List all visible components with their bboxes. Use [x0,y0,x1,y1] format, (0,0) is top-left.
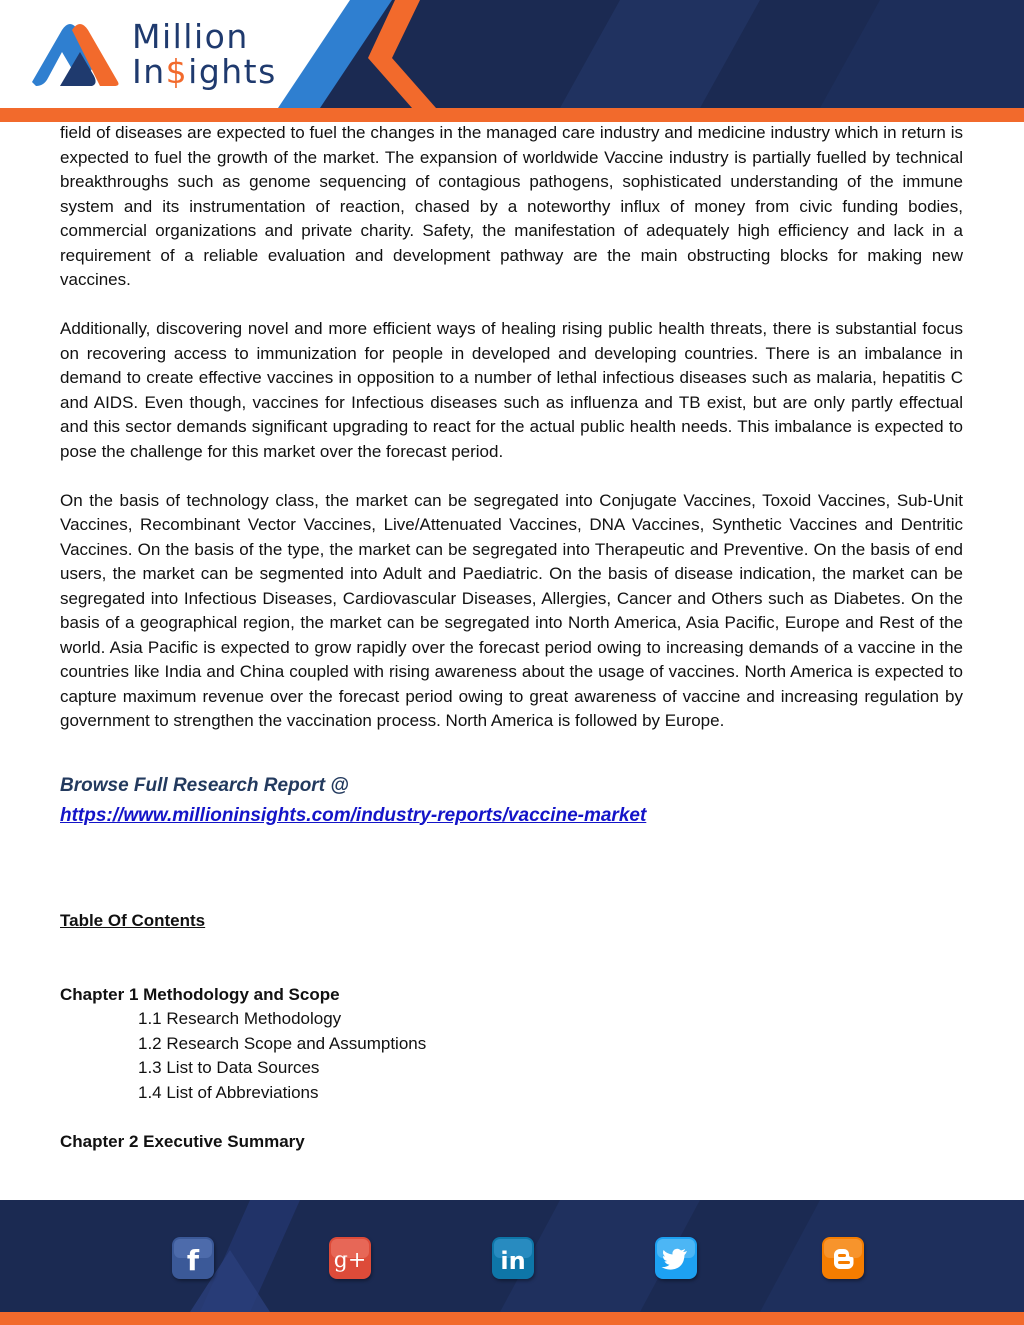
page-header [0,0,1024,122]
paragraph-market-drivers: field of diseases are expected to fuel the changes in the managed care industry and medicine industry which in return is expected to fuel the growth of the market. The expansion of worldwide Vaccine industry is partially fuelled by technical breakthroughs such as genome sequencing of contagious pathogens, sophisticated understanding of the immune system and its instrumentation of reaction, chased by a noteworthy influx of money from civic funding bodies, commercial organizations and private charity. Safety, the manifestation of adequately high efficiency and lack in a requirement of a reliable evaluation and development pathway are the main obstructing blocks for making new vaccines. [60,123,963,289]
toc-item: 1.1 Research Methodology [138,1009,342,1028]
footer-orange-rule [0,1312,1024,1325]
twitter-icon[interactable] [655,1237,697,1279]
header-orange-rule [0,108,1024,122]
browse-report-section [60,771,963,831]
document-body [60,121,963,1154]
toc-item: 1.4 List of Abbreviations [138,1082,319,1102]
report-url-link[interactable]: https://www.millioninsights.com/industry-reports/vaccine-market [60,804,647,826]
svg-text:in: in [500,1247,526,1275]
svg-text:g+: g+ [333,1248,367,1273]
paragraph-segmentation: On the basis of technology class, the market can be segregated into Conjugate Vaccines, Toxoid Vaccines, Sub-Unit Vaccines, Recombinant Vector Vaccines, Live/Attenuated Vaccines, DNA Vaccines, Synthetic Vaccines and Dentritic Vaccines. On the basis of the type, the market can be segregated into Therapeutic and Preventive. On the basis of end users, the market can be segmented into Adult and Paediatric. On the basis of disease indication, the market can be segregated into Infectious Diseases, Cardiovascular Diseases, Allergies, Cancer and Others such as Diabetes. On the basis of a geographical region, the market can be segregated into North America, Asia Pacific, Europe and Rest of the world. Asia Pacific is expected to grow rapidly over the forecast period owing to increasing demands of a vaccine in the countries like India and China coupled with rising awareness about the usage of vaccines. North America is expected to capture maximum revenue over the forecast period owing to great awareness of vaccine and increasing regulation by government to strengthen the vaccination process. North America is followed by Europe. [60,490,963,730]
blogger-icon[interactable] [822,1237,864,1279]
toc-chapter-1: Chapter 1 Methodology and Scope [60,984,340,1004]
paragraph-challenges: Additionally, discovering novel and more efficient ways of healing rising public health threats, there is substantial focus on recovering access to immunization for people in developed and developing countries. There is an imbalance in demand to create effective vaccines in opposition to a number of lethal infectious diseases such as malaria, hepatitis C and AIDS. Even though, vaccines for Infectious diseases such as influenza and TB exist, but are only partly effectual and this sector demands significant upgrading to react for the actual public health needs. This imbalance is expected to pose the challenge for this market over the forecast period. [60,319,963,461]
linkedin-icon[interactable] [492,1237,534,1279]
logo-wordmark [132,17,277,91]
toc-item: 1.2 Research Scope and Assumptions [138,1033,427,1053]
toc-chapter-2: Chapter 2 Executive Summary [60,1131,305,1151]
logo-line-million: Million [132,17,249,56]
facebook-icon[interactable] [172,1237,214,1279]
browse-report-label: Browse Full Research Report @ [60,774,349,796]
page-footer [0,1200,1024,1325]
logo-mark [32,24,119,86]
toc-item: 1.3 List to Data Sources [138,1058,320,1077]
logo-line-insights [132,52,277,91]
logo-dollar-symbol: $ [165,52,189,91]
toc-heading: Table Of Contents [60,910,206,930]
svg-text:f: f [186,1244,200,1277]
logo-insights-post: ights [188,52,277,91]
google-plus-icon[interactable] [329,1237,371,1279]
logo-insights-pre: In [132,52,166,91]
